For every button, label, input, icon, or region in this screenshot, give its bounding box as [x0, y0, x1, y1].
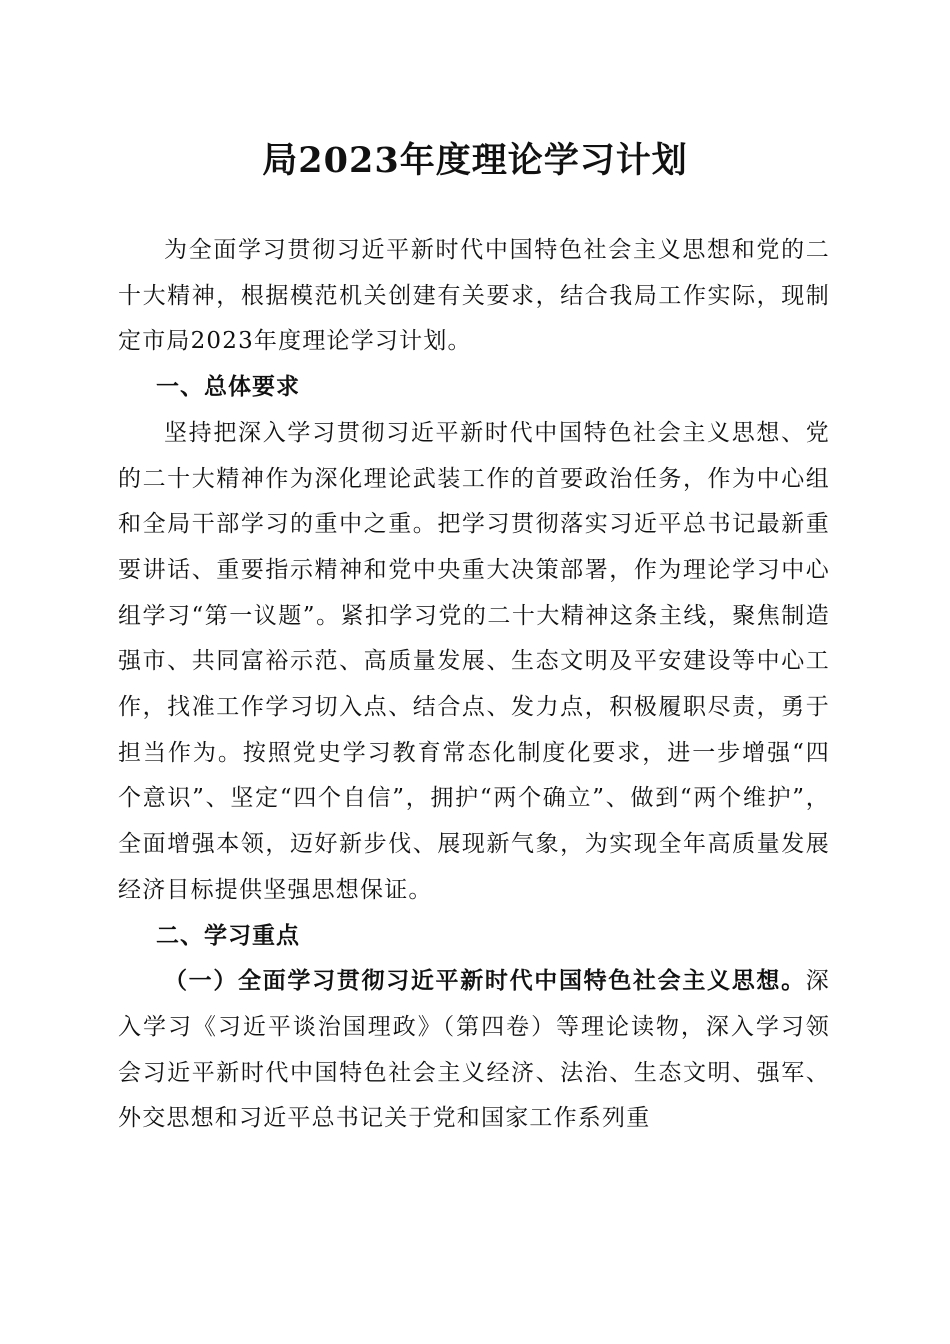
- intro-paragraph: 为全面学习贯彻习近平新时代中国特色社会主义思想和党的二十大精神，根据模范机关创建有关要求，结合我局工作实际，现制定市局2023年度理论学习计划。: [118, 237, 830, 355]
- general-requirements-paragraph: 坚持把深入学习贯彻习近平新时代中国特色社会主义思想、党的二十大精神作为深化理论武装工作的首要政治任务，作为中心组和全局干部学习的重中之重。把学习贯彻落实习近平总书记最新重要讲话、重要指示精神和党中央重大决策部署，作为理论学习中心组学习“第一议题”。紧扣学习党的二十大精神这条主线，聚焦制造强市、共同富裕示范、高质量发展、生态文明及平安建设等中心工作，找准工作学习切入点、结合点、发力点，积极履职尽责，勇于担当作为。按照党史学习教育常态化制度化要求，进一步增强“四个意识”、坚定“四个自信”，拥护“两个确立”、做到“两个维护”，全面增强本领，迈好新步伐、展现新气象，为实现全年高质量发展经济目标提供坚强思想保证。: [118, 419, 830, 903]
- section-heading-study-focus: 二、学习重点: [156, 922, 300, 949]
- study-focus-paragraph: [118, 959, 830, 1142]
- section-heading-general-requirements: 一、总体要求: [156, 374, 300, 401]
- study-focus-item-lead: （一）全面学习贯彻习近平新时代中国特色社会主义思想。: [164, 968, 806, 995]
- study-focus-item-text: 深入学习《习近平谈治国理政》（第四卷）等理论读物，深入学习领会习近平新时代中国特色社会主义经济、法治、生态文明、强军、外交思想和习近平总书记关于党和国家工作系列重: [118, 968, 830, 1132]
- document-title: 局2023年度理论学习计划: [262, 140, 688, 181]
- document-body: [118, 228, 830, 1142]
